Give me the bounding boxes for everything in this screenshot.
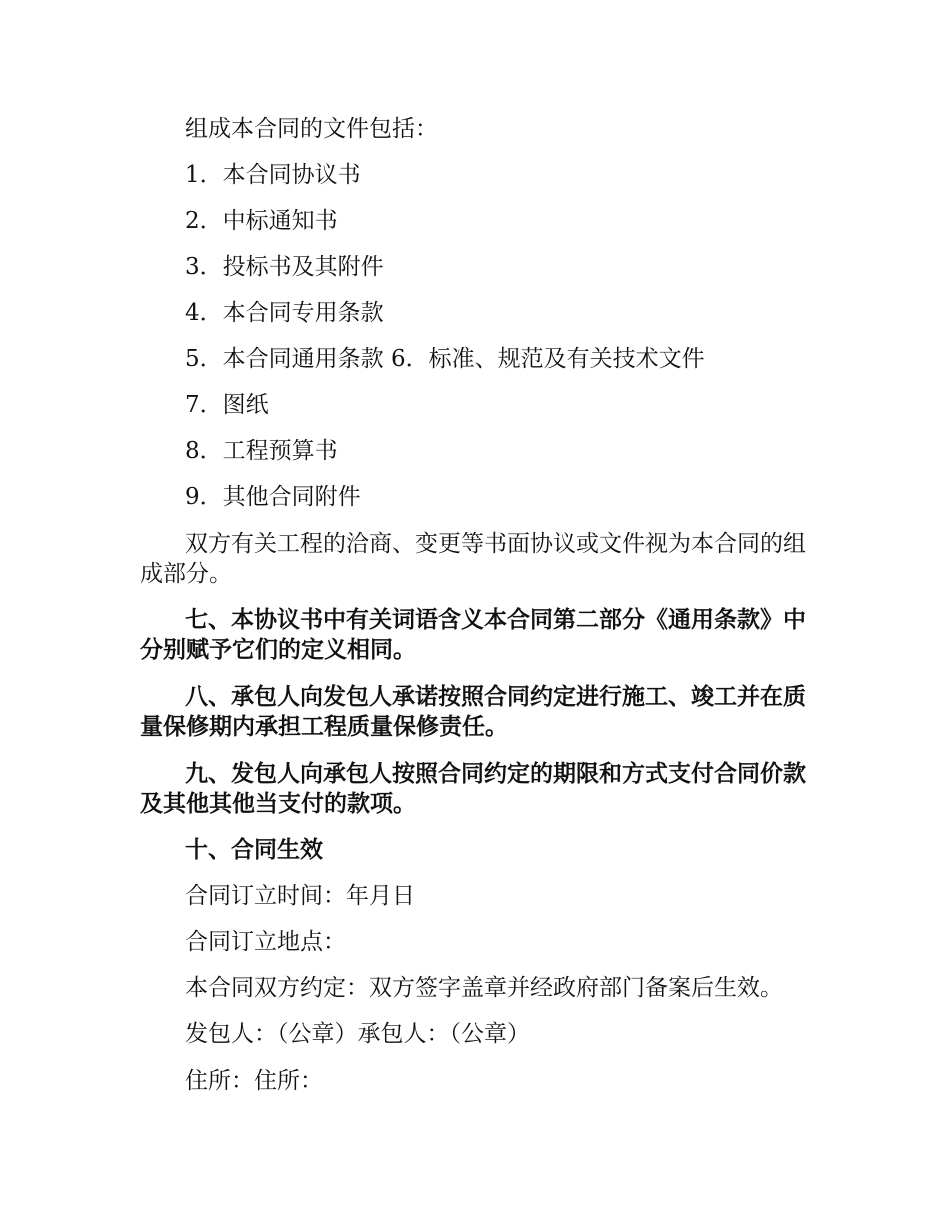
- list-item: 4．本合同专用条款: [185, 300, 384, 326]
- address-line: 住所：住所：: [185, 1068, 323, 1094]
- list-item: 3．投标书及其附件: [185, 254, 384, 280]
- list-item: 1．本合同协议书: [185, 162, 361, 188]
- list-item: 5．本合同通用条款 6．标准、规范及有关技术文件: [185, 346, 705, 372]
- sign-time-line: 合同订立时间：年月日: [185, 883, 415, 909]
- list-item: 7．图纸: [185, 392, 269, 418]
- sign-place-line: 合同订立地点：: [185, 929, 346, 955]
- list-item: 8．工程预算书: [185, 438, 338, 464]
- list-item: 2．中标通知书: [185, 208, 338, 234]
- negotiation-paragraph: 双方有关工程的洽商、变更等书面协议或文件视为本合同的组成部分。: [140, 531, 806, 587]
- clause-9-paragraph: 九、发包人向承包人按照合同约定的期限和方式支付合同价款及其他其他当支付的款项。: [140, 760, 806, 817]
- parties-line: 发包人：（公章）承包人：（公章）: [185, 1021, 530, 1047]
- clause-8-paragraph: 八、承包人向发包人承诺按照合同约定进行施工、竣工并在质量保修期内承担工程质量保修责任。: [140, 683, 806, 740]
- clause-10-heading: 十、合同生效: [185, 836, 323, 863]
- list-item: 9．其他合同附件: [185, 484, 361, 510]
- effect-line: 本合同双方约定：双方签字盖章并经政府部门备案后生效。: [185, 975, 783, 1001]
- clause-7-paragraph: 七、本协议书中有关词语含义本合同第二部分《通用条款》中分别赋予它们的定义相同。: [140, 606, 806, 663]
- intro-line: 组成本合同的文件包括：: [185, 116, 438, 142]
